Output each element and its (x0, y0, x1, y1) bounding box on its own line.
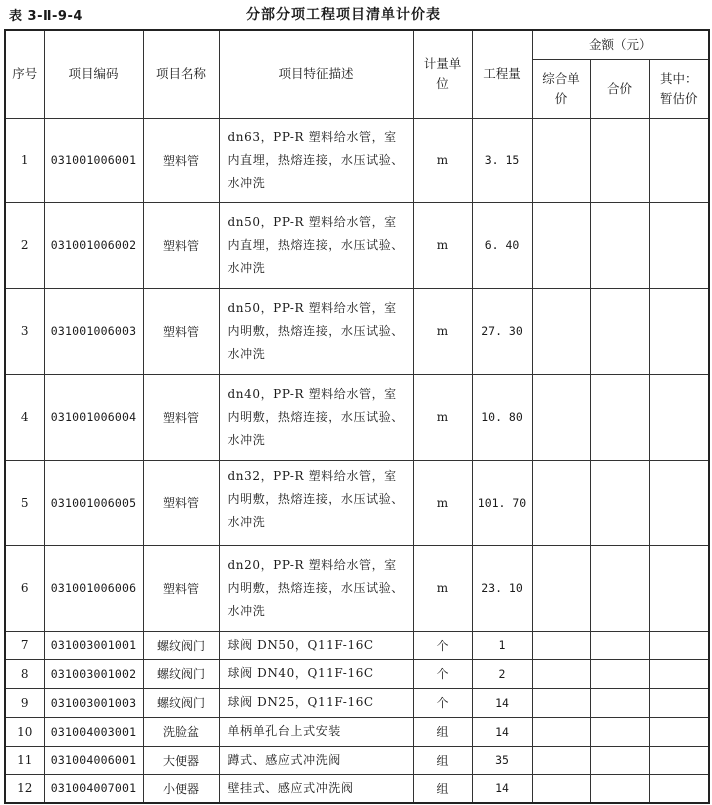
cell-name: 塑料管 (143, 545, 219, 631)
cell-seq: 4 (5, 374, 44, 460)
cell-unit: 个 (413, 688, 472, 717)
cell-seq: 3 (5, 288, 44, 374)
cell-unit: 个 (413, 659, 472, 688)
cell-unit: 组 (413, 717, 472, 746)
col-seq-header: 序号 (5, 30, 44, 118)
cell-total (590, 717, 649, 746)
cell-provisional (649, 118, 709, 202)
cell-total (590, 118, 649, 202)
table-row (5, 631, 709, 659)
cell-desc: 球阀 DN50，Q11F-16C (219, 631, 413, 659)
table-header (0, 0, 712, 28)
col-code-header: 项目编码 (44, 30, 143, 118)
cell-code: 031004007001 (44, 774, 143, 803)
col-unit-price-header: 综合单价 (532, 59, 590, 118)
cell-unit-price (532, 659, 590, 688)
cell-name: 塑料管 (143, 460, 219, 545)
cell-qty: 14 (472, 717, 532, 746)
cell-qty: 2 (472, 659, 532, 688)
cell-code: 031003001002 (44, 659, 143, 688)
cell-total (590, 545, 649, 631)
cell-unit-price (532, 202, 590, 288)
cell-name: 塑料管 (143, 288, 219, 374)
cell-qty: 1 (472, 631, 532, 659)
col-desc-header: 项目特征描述 (219, 30, 413, 118)
col-unit-header: 计量单位 (413, 30, 472, 118)
cell-provisional (649, 746, 709, 774)
cell-desc: 单柄单孔台上式安装 (219, 717, 413, 746)
cell-unit: m (413, 545, 472, 631)
cell-total (590, 774, 649, 803)
cell-total (590, 688, 649, 717)
table-row (5, 374, 709, 460)
cell-code: 031001006004 (44, 374, 143, 460)
cell-seq: 10 (5, 717, 44, 746)
cell-desc: dn40，PP-R 塑料给水管，室内明敷，热熔连接，水压试验、水冲洗 (219, 374, 413, 460)
cell-unit: m (413, 118, 472, 202)
cell-qty: 27. 30 (472, 288, 532, 374)
cell-provisional (649, 460, 709, 545)
cell-desc: dn50，PP-R 塑料给水管，室内明敷，热熔连接，水压试验、水冲洗 (219, 288, 413, 374)
pricing-table (4, 29, 710, 804)
col-name-header: 项目名称 (143, 30, 219, 118)
cell-provisional (649, 717, 709, 746)
cell-total (590, 746, 649, 774)
cell-unit: 组 (413, 746, 472, 774)
cell-name: 塑料管 (143, 118, 219, 202)
table-row (5, 659, 709, 688)
cell-total (590, 631, 649, 659)
col-total-header: 合价 (590, 59, 649, 118)
cell-name: 塑料管 (143, 202, 219, 288)
table-row (5, 288, 709, 374)
col-amount-header: 金额（元） (532, 30, 709, 59)
cell-name: 洗脸盆 (143, 717, 219, 746)
table-label: 表 3-Ⅱ-9-4 (9, 9, 83, 24)
cell-total (590, 460, 649, 545)
table-row (5, 688, 709, 717)
cell-provisional (649, 631, 709, 659)
cell-code: 031003001003 (44, 688, 143, 717)
cell-code: 031001006002 (44, 202, 143, 288)
cell-desc-text: dn32，PP-R 塑料给水管，室内明敷，热熔连接，水压试验、水冲洗 (227, 468, 404, 529)
cell-name: 小便器 (143, 774, 219, 803)
cell-provisional (649, 774, 709, 803)
cell-seq: 12 (5, 774, 44, 803)
cell-code: 031004003001 (44, 717, 143, 746)
cell-qty: 14 (472, 774, 532, 803)
cell-qty: 23. 10 (472, 545, 532, 631)
cell-name: 螺纹阀门 (143, 659, 219, 688)
cell-qty: 10. 80 (472, 374, 532, 460)
table-row (5, 774, 709, 803)
table-row (5, 746, 709, 774)
cell-total (590, 288, 649, 374)
table-row (5, 460, 709, 545)
cell-desc: 球阀 DN40，Q11F-16C (219, 659, 413, 688)
cell-provisional (649, 688, 709, 717)
cell-unit-price (532, 460, 590, 545)
cell-provisional (649, 374, 709, 460)
cell-unit-price (532, 746, 590, 774)
cell-seq: 2 (5, 202, 44, 288)
cell-provisional (649, 545, 709, 631)
cell-code: 031003001001 (44, 631, 143, 659)
cell-unit-price (532, 631, 590, 659)
cell-unit: m (413, 202, 472, 288)
cell-desc: 蹲式、感应式冲洗阀 (219, 746, 413, 774)
cell-unit-price (532, 545, 590, 631)
cell-seq: 1 (5, 118, 44, 202)
cell-qty: 35 (472, 746, 532, 774)
table-row (5, 202, 709, 288)
cell-qty: 101. 70 (472, 460, 532, 545)
cell-unit: 组 (413, 774, 472, 803)
table-title: 分部分项工程项目清单计价表 (246, 7, 441, 23)
table-row (5, 545, 709, 631)
cell-code: 031001006001 (44, 118, 143, 202)
cell-unit-price (532, 717, 590, 746)
cell-code: 031001006006 (44, 545, 143, 631)
table-row (5, 717, 709, 746)
cell-desc: 壁挂式、感应式冲洗阀 (219, 774, 413, 803)
cell-desc: dn20，PP-R 塑料给水管，室内明敷，热熔连接，水压试验、水冲洗 (219, 545, 413, 631)
cell-unit: m (413, 460, 472, 545)
cell-unit-price (532, 688, 590, 717)
cell-total (590, 659, 649, 688)
col-qty-header: 工程量 (472, 30, 532, 118)
col-provisional-header: 其中：暂估价 (649, 59, 709, 118)
cell-code: 031004006001 (44, 746, 143, 774)
cell-seq: 11 (5, 746, 44, 774)
cell-seq: 7 (5, 631, 44, 659)
cell-unit: m (413, 288, 472, 374)
cell-total (590, 202, 649, 288)
cell-unit: m (413, 374, 472, 460)
cell-unit-price (532, 118, 590, 202)
cell-desc (219, 460, 413, 545)
cell-seq: 6 (5, 545, 44, 631)
cell-qty: 6. 40 (472, 202, 532, 288)
cell-code: 031001006003 (44, 288, 143, 374)
cell-desc: dn63，PP-R 塑料给水管，室内直埋，热熔连接，水压试验、水冲洗 (219, 118, 413, 202)
cell-seq: 9 (5, 688, 44, 717)
cell-provisional (649, 288, 709, 374)
cell-name: 螺纹阀门 (143, 631, 219, 659)
cell-name: 大便器 (143, 746, 219, 774)
cell-seq: 5 (5, 460, 44, 545)
cell-code: 031001006005 (44, 460, 143, 545)
cell-provisional (649, 202, 709, 288)
cell-qty: 3. 15 (472, 118, 532, 202)
cell-unit: 个 (413, 631, 472, 659)
table-row (5, 118, 709, 202)
cell-unit-price (532, 774, 590, 803)
cell-total (590, 374, 649, 460)
cell-desc: 球阀 DN25，Q11F-16C (219, 688, 413, 717)
cell-unit-price (532, 374, 590, 460)
cell-seq: 8 (5, 659, 44, 688)
cell-name: 塑料管 (143, 374, 219, 460)
cell-desc: dn50，PP-R 塑料给水管，室内直埋，热熔连接，水压试验、水冲洗 (219, 202, 413, 288)
cell-provisional (649, 659, 709, 688)
cell-unit-price (532, 288, 590, 374)
cell-qty: 14 (472, 688, 532, 717)
cell-name: 螺纹阀门 (143, 688, 219, 717)
